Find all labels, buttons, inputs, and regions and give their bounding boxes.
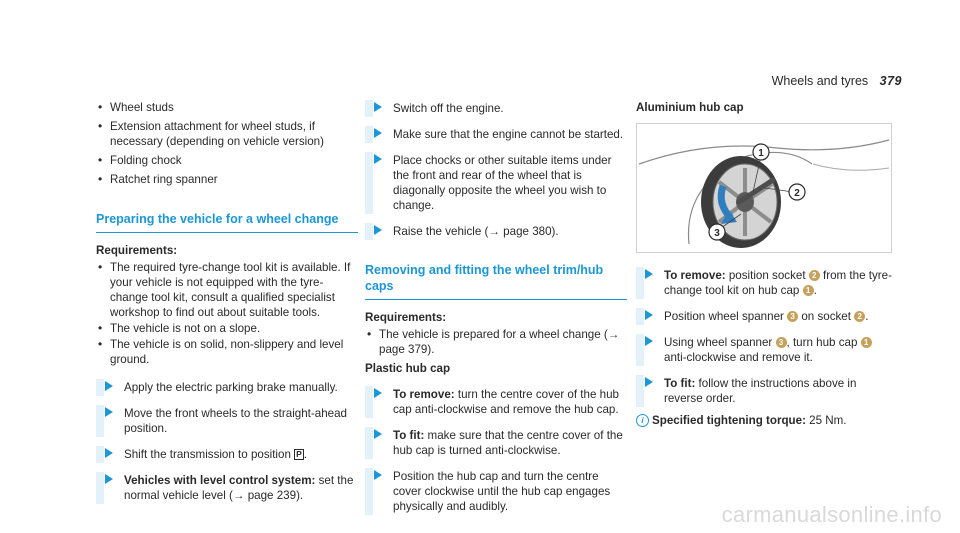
section-title: Preparing the vehicle for a wheel change <box>96 211 358 233</box>
requirement-item: • The required tyre-change tool kit is available. If your vehicle is not equipped with the tyre-change tool kit, consult a qualified specialist workshop to find out about suitable tools. <box>96 260 358 320</box>
step-text: Make sure that the engine cannot be started. <box>393 128 624 141</box>
step-arrow-icon <box>105 448 113 458</box>
step-text: Raise the vehicle (→ page 380). <box>393 225 559 238</box>
page-header <box>772 74 902 88</box>
list-item: • Wheel studs <box>96 100 358 115</box>
step <box>96 472 358 504</box>
step-text: follow the instructions above in reverse order. <box>664 377 857 405</box>
step-arrow-icon <box>374 388 382 398</box>
callout-number: 3 <box>787 311 798 322</box>
subheading: Plastic hub cap <box>365 362 451 375</box>
step-arrow-icon <box>374 102 382 112</box>
requirement-item: • The vehicle is on solid, non-slippery and level ground. <box>96 337 358 367</box>
step <box>636 267 896 299</box>
step-bar <box>96 405 104 437</box>
info-bold: Specified tightening torque: <box>652 414 806 427</box>
info-icon: i <box>636 414 649 427</box>
step-arrow-icon <box>105 474 113 484</box>
info-note <box>636 413 896 428</box>
list-item: • Extension attachment for wheel studs, if necessary (depending on vehicle version) <box>96 119 358 149</box>
step-bar <box>636 375 644 407</box>
step-arrow-icon <box>645 377 653 387</box>
step-bar <box>636 334 644 366</box>
step-arrow-icon <box>374 429 382 439</box>
step-text: , turn hub cap <box>786 336 861 349</box>
step-bar <box>636 308 644 325</box>
step-bar <box>365 100 373 117</box>
watermark-link[interactable]: carmanualsonline.info <box>721 502 942 527</box>
step <box>96 379 358 396</box>
requirement-item: • The vehicle is prepared for a wheel change (→ page 379). <box>365 327 627 357</box>
step-text: anti-clockwise and remove it. <box>664 351 813 364</box>
step <box>96 446 358 463</box>
subheading: Aluminium hub cap <box>636 101 744 114</box>
header-title: Wheels and tyres <box>771 74 869 88</box>
step-arrow-icon <box>645 310 653 320</box>
requirements-label: Requirements: <box>96 244 178 257</box>
step <box>365 468 627 515</box>
step-bar <box>365 468 373 515</box>
step <box>636 375 896 407</box>
section-title: Removing and fitting the wheel trim/hub caps <box>365 262 627 300</box>
step-text: Switch off the engine. <box>393 102 504 115</box>
callout-3: 3 <box>714 228 720 239</box>
step-arrow-icon <box>105 407 113 417</box>
step-text: position socket <box>725 269 809 282</box>
step <box>96 405 358 437</box>
callout-number: 1 <box>861 337 872 348</box>
step-text: set the normal vehicle level (→ page 239). <box>124 474 354 502</box>
step-text-end: . <box>303 448 308 461</box>
step-text: turn the centre cover of the hub cap anti-clockwise and remove the hub cap. <box>393 388 619 416</box>
step-bar <box>96 446 104 463</box>
callout-number: 2 <box>809 270 820 281</box>
step-text: from the tyre-change tool kit on hub cap <box>664 269 892 297</box>
step <box>636 334 896 366</box>
step-text: Apply the electric parking brake manually. <box>124 381 338 394</box>
step-bar <box>96 472 104 504</box>
list-item: • Ratchet ring spanner <box>96 172 358 187</box>
step-bold: Vehicles with level control system: <box>124 474 316 487</box>
step-bar <box>365 152 373 214</box>
step-text: Position the hub cap and turn the centre cover clockwise until the hub cap engages physically and audibly. <box>393 470 611 513</box>
wheel-illustration <box>637 124 891 252</box>
step-text: Using wheel spanner <box>664 336 776 349</box>
info-text: 25 Nm. <box>805 414 847 427</box>
step <box>365 386 627 418</box>
callout-number: 1 <box>803 285 814 296</box>
step <box>365 152 627 214</box>
requirements-label: Requirements: <box>365 311 447 324</box>
step-arrow-icon <box>374 154 382 164</box>
step-bar <box>365 223 373 240</box>
column-1 <box>96 100 358 513</box>
step-arrow-icon <box>374 470 382 480</box>
step-text: Move the front wheels to the straight-ahead position. <box>124 407 347 435</box>
step-bold: To fit: <box>393 429 425 442</box>
step-arrow-icon <box>645 269 653 279</box>
callout-number: 3 <box>776 337 787 348</box>
step-arrow-icon <box>105 381 113 391</box>
step <box>365 126 627 143</box>
step-bold: To fit: <box>664 377 696 390</box>
step-text: make sure that the centre cover of the hub cap is turned anti-clockwise. <box>393 429 623 457</box>
column-2 <box>365 100 627 524</box>
step-arrow-icon <box>374 128 382 138</box>
callout-number: 2 <box>854 311 865 322</box>
step-bar <box>365 386 373 418</box>
step-arrow-icon <box>645 336 653 346</box>
step-text: Shift the transmission to position <box>124 448 295 461</box>
column-3 <box>636 100 896 428</box>
callout-2: 2 <box>794 188 800 199</box>
step-text: Position wheel spanner <box>664 310 788 323</box>
step-text-end: . <box>813 284 817 297</box>
step-bold: To remove: <box>664 269 726 282</box>
step <box>365 427 627 459</box>
step-arrow-icon <box>374 225 382 235</box>
step <box>636 308 896 325</box>
step-bar <box>365 126 373 143</box>
step-text: on socket <box>798 310 855 323</box>
step-text: Place chocks or other suitable items under the front and rear of the wheel that is diagonally opposite the wheel you wish to change. <box>393 154 612 212</box>
step-text-end: . <box>865 310 869 323</box>
page-number: 379 <box>879 74 902 88</box>
callout-1: 1 <box>758 148 764 159</box>
hub-cap-illustration <box>636 123 892 253</box>
gear-p-icon: P <box>296 449 302 459</box>
step <box>365 100 627 117</box>
step <box>365 223 627 240</box>
list-item: • Folding chock <box>96 153 358 168</box>
step-bar <box>365 427 373 459</box>
step-bar <box>96 379 104 396</box>
step-bar <box>636 267 644 299</box>
requirement-item: • The vehicle is not on a slope. <box>96 321 358 336</box>
step-bold: To remove: <box>393 388 455 401</box>
